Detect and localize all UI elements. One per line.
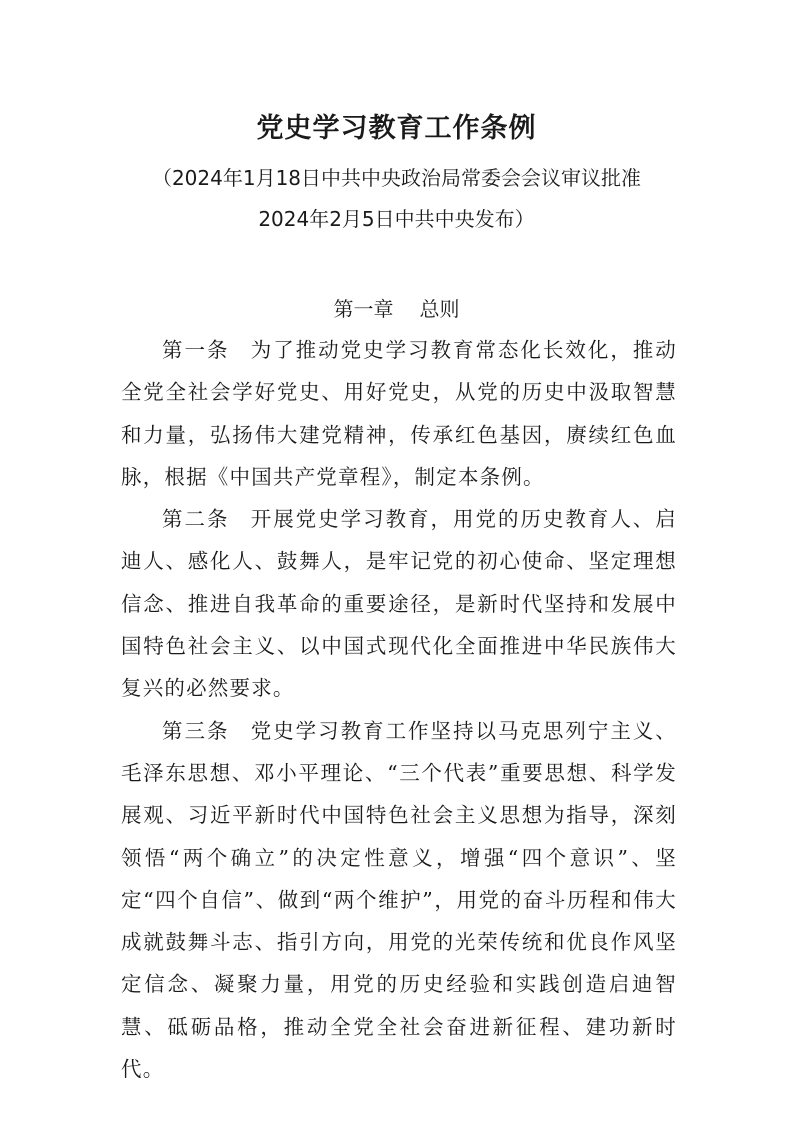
article-label: 第一条: [162, 338, 230, 362]
document-subtitle-line1: （2024年1月18日中共中央政治局常委会会议审议批准: [151, 166, 642, 190]
document-subtitle-line2: 2024年2月5日中共中央发布）: [258, 207, 535, 231]
article-text: 党史学习教育工作坚持以马克思列宁主义、毛泽东思想、邓小平理论、“三个代表”重要思想、科学发展观、习近平新时代中国特色社会主义思想为指导，深刻领悟“两个确立”的决定性意义，增强“四个意识”、坚定“四个自信”、做到“两个维护”，用党的奋斗历程和伟大成就鼓舞斗志、指引方向，用党的光荣传统和优良作风坚定信念、凝聚力量，用党的历史经验和实践创造启迪智慧、砥砺品格，推动全党全社会奋进新征程、建功新时代。: [121, 718, 677, 1082]
article-paragraph: [121, 710, 677, 1091]
article-label: 第二条: [162, 507, 230, 532]
article-text: 为了推动党史学习教育常态化长效化，推动全党全社会学好党史、用好党史，从党的历史中汲取智慧和力量，弘扬伟大建党精神，传承红色基因，赓续红色血脉，根据《中国共产党章程》，制定本条例。: [121, 338, 677, 489]
article-text: 开展党史学习教育，用党的历史教育人、启迪人、感化人、鼓舞人，是牢记党的初心使命、坚定理想信念、推进自我革命的重要途径，是新时代坚持和发展中国特色社会主义、以中国式现代化全面推进中华民族伟大复兴的必然要求。: [121, 507, 677, 701]
chapter-number: 第一章: [333, 297, 394, 321]
chapter-name: 总则: [419, 297, 460, 321]
article-label: 第三条: [162, 718, 230, 743]
document-title: 党史学习教育工作条例: [256, 113, 537, 144]
document-body: [121, 329, 677, 1090]
article-paragraph: [121, 329, 677, 498]
article-paragraph: [121, 498, 677, 709]
chapter-heading: [0, 293, 793, 322]
